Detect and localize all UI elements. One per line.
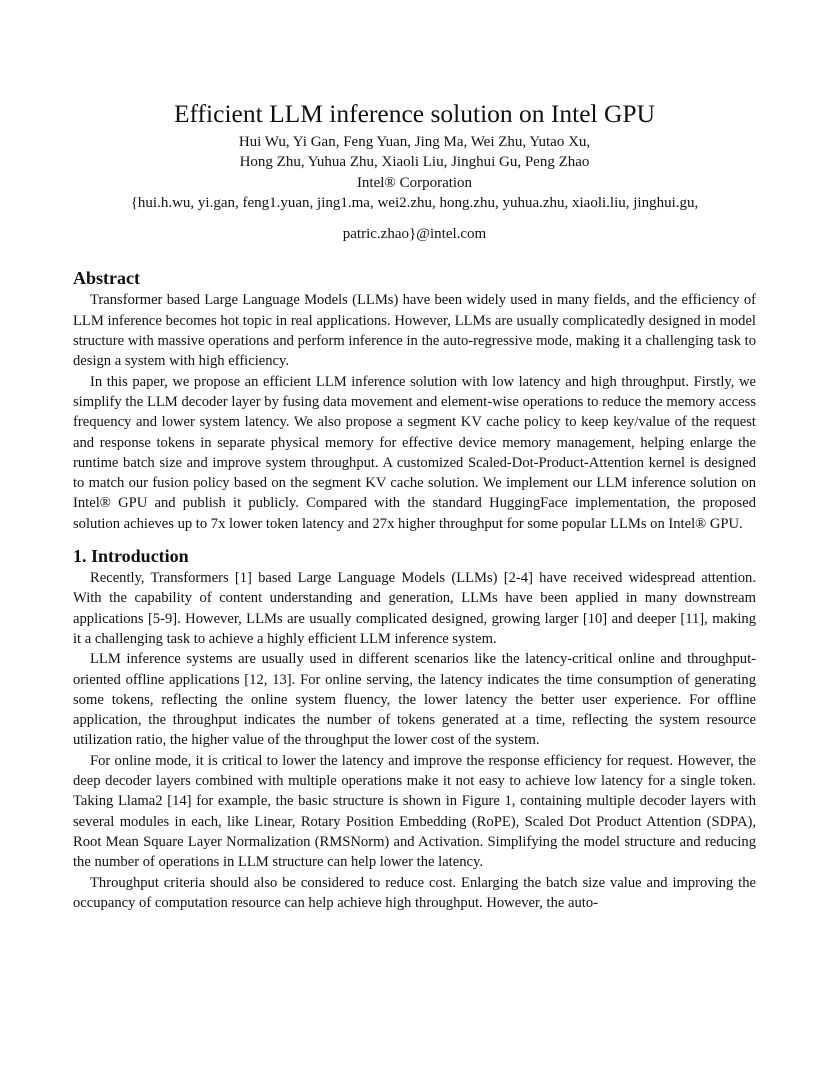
intro-paragraph-3: For online mode, it is critical to lower the latency and improve the response efficiency for request. However, the deep decoder layers combined with multiple operations make it not easy to achieve low latency for a single token. Taking Llama2 [14] for example, the basic structure is shown in Figure 1, containing multiple decoder layers with several modules in each, like Linear, Rotary Position Embedding (RoPE), Scaled Dot Product Attention (SDPA), Root Mean Square Layer Normalization (RMSNorm) and Activation. Simplifying the model structure and reducing the number of operations in LLM structure can help lower the latency.: [73, 752, 756, 871]
paper-page: [73, 98, 756, 913]
email-line-1: {hui.h.wu, yi.gan, feng1.yuan, jing1.ma, wei2.zhu, hong.zhu, yuhua.zhu, xiaoli.liu, jinghui.gu,: [130, 194, 699, 211]
introduction-section: [73, 544, 756, 913]
abstract-heading: Abstract: [73, 268, 140, 289]
section-gap: [73, 534, 756, 544]
intro-paragraph-4: Throughput criteria should also be considered to reduce cost. Enlarging the batch size value and improving the occupancy of computation resource can help achieve high throughput. However, the auto-: [73, 874, 756, 911]
abstract-paragraph-1: Transformer based Large Language Models (LLMs) have been widely used in many fields, and the efficiency of LLM inference becomes hot topic in real applications. However, LLMs are usually complicatedly designed in model structure with massive operations and perform inference in the auto-regressive mode, making it a challenging task to design a system with high efficiency.: [73, 292, 756, 370]
abstract-paragraph-2: In this paper, we propose an efficient LLM inference solution with low latency and high throughput. Firstly, we simplify the LLM decoder layer by fusing data movement and element-wise operations to reduce the memory access frequency and lower system latency. We also propose a segment KV cache policy to keep key/value of the request and response tokens in separate physical memory for effective device memory management, helping enlarge the runtime batch size and improve system throughput. A customized Scaled-Dot-Product-Attention kernel is designed to match our fusion policy based on the segment KV cache solution. We implement our LLM inference solution on Intel® GPU and publish it publicly. Compared with the standard HuggingFace implementation, the proposed solution achieves up to 7x lower token latency and 27x higher throughput for some popular LLMs on Intel® GPU.: [73, 373, 756, 532]
intro-paragraph-2: LLM inference systems are usually used in different scenarios like the latency-critical online and throughput-oriented offline applications [12, 13]. For online serving, the latency indicates the time consumption of generating some tokens, reflecting the online system fluency, the lower latency the better user experience. For offline application, the throughput indicates the number of tokens generated at a time, reflecting the system resource utilization ratio, the higher value of the throughput the lower cost of the system.: [73, 651, 756, 749]
author-line-1: Hui Wu, Yi Gan, Feng Yuan, Jing Ma, Wei Zhu, Yutao Xu,: [238, 134, 591, 150]
paper-title: Efficient LLM inference solution on Intel GPU: [173, 99, 656, 128]
email-line-2: patric.zhao}@intel.com: [342, 226, 487, 243]
affiliation: Intel® Corporation: [356, 174, 473, 191]
abstract-section: [73, 266, 756, 534]
intro-paragraph-1: Recently, Transformers [1] based Large Language Models (LLMs) [2-4] have received widespread attention. With the capability of content understanding and generation, LLMs have been applied in many downstream applications [5-9]. However, LLMs are usually complicated designed, growing larger [10] and deeper [11], making it a challenging task to achieve a highly efficient LLM inference system.: [73, 570, 756, 647]
introduction-heading: 1. Introduction: [73, 546, 189, 567]
author-line-2: Hong Zhu, Yuhua Zhu, Xiaoli Liu, Jinghui Gu, Peng Zhao: [239, 154, 590, 171]
